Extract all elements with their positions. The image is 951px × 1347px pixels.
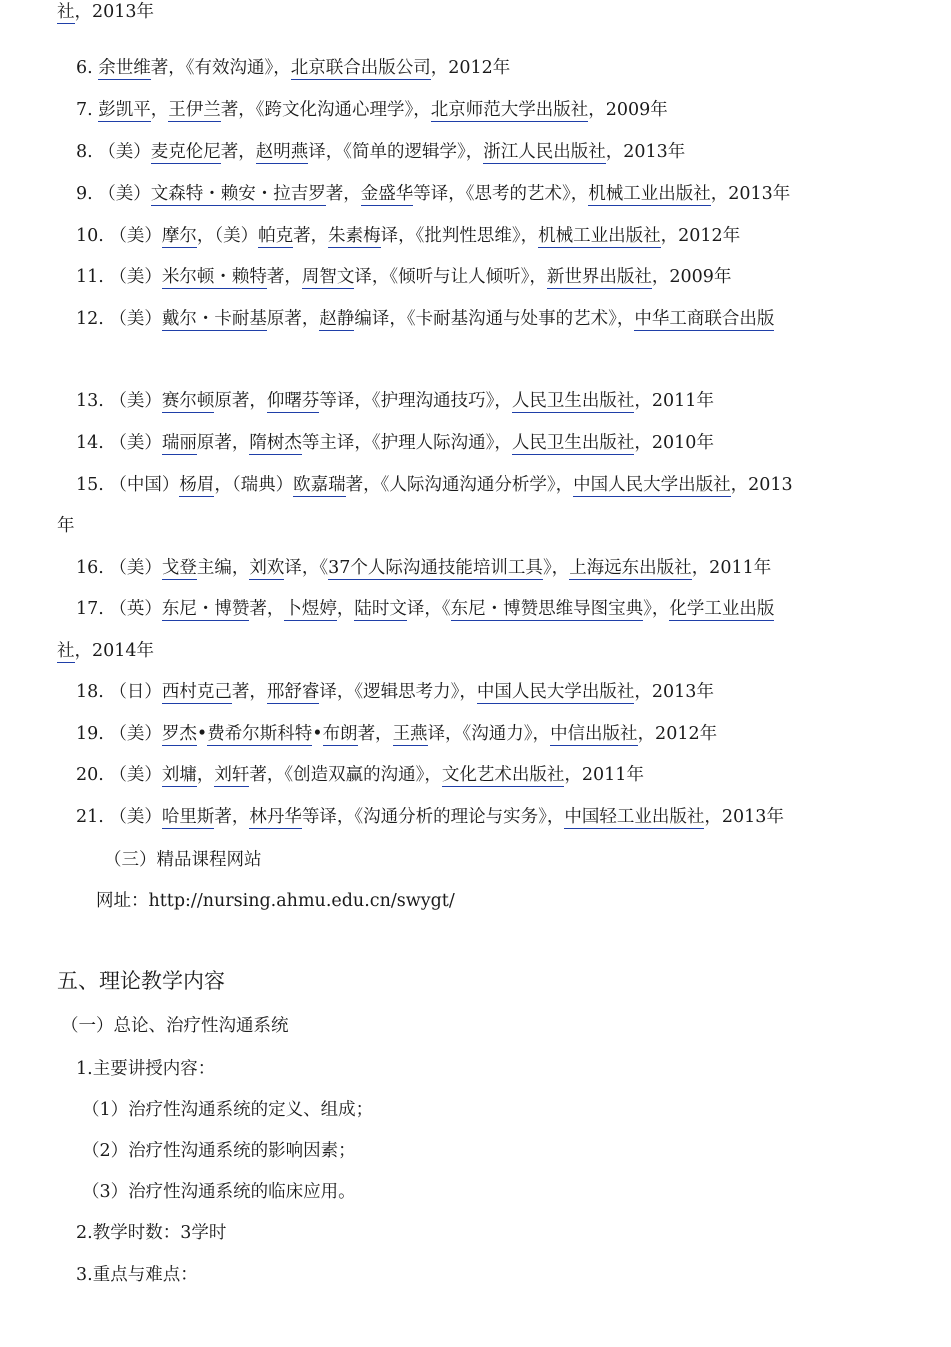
reference-text: 译，《: [284, 558, 329, 578]
subsection-1-title: （一）总论、治疗性沟通系统: [61, 1016, 289, 1036]
reference-link[interactable]: 东尼・博赞: [161, 599, 250, 619]
reference-text: 等译，《沟通分析的理论与实务》，: [301, 807, 565, 827]
reference-text: ，2013: [730, 475, 793, 495]
reference-link[interactable]: 朱素梅: [328, 226, 381, 246]
reference-item: [76, 722, 717, 746]
reference-link[interactable]: 金盛华: [360, 184, 414, 204]
reference-text: （美）: [98, 184, 151, 204]
reference-text: 著，: [231, 682, 267, 702]
reference-text: 编译，《卡耐基沟通与处事的艺术》，: [354, 309, 635, 329]
reference-item: [76, 805, 784, 829]
reference-text: （美）: [109, 724, 162, 744]
reference-text: （美）: [98, 142, 151, 162]
reference-text: （美）: [109, 391, 162, 411]
reference-text: 》，: [542, 558, 570, 578]
reference-link[interactable]: 人民卫生出版社: [511, 433, 635, 453]
reference-text: （美）: [109, 267, 162, 287]
reference-text: 著，《跨文化沟通心理学》，: [220, 100, 431, 120]
reference-link[interactable]: 卜煜婷: [284, 599, 337, 619]
reference-number: 18.: [76, 682, 110, 702]
reference-link[interactable]: 中国人民大学出版社: [476, 682, 635, 702]
reference-link[interactable]: 中国人民大学出版社: [573, 475, 731, 495]
reference-number: 9.: [76, 184, 99, 204]
reference-link[interactable]: 文森特・赖安・拉吉罗: [150, 184, 326, 204]
reference-number: 17.: [76, 599, 110, 619]
reference-link[interactable]: 周智文: [301, 267, 355, 287]
reference-number: 6.: [76, 58, 99, 78]
reference-number: 14.: [76, 433, 110, 453]
reference-item: [76, 182, 790, 206]
reference-text: 原著，: [266, 309, 320, 329]
reference-text: 等主译，《护理人际沟通》，: [301, 433, 512, 453]
reference-text: （英）: [109, 599, 162, 619]
reference-item: [76, 98, 668, 122]
reference-text: 著，: [357, 724, 393, 744]
reference-text: •: [312, 724, 323, 744]
reference-item: [76, 680, 714, 704]
reference-item: [76, 556, 771, 580]
reference-number: 20.: [76, 765, 110, 785]
reference-text: （美）: [109, 433, 162, 453]
reference-link[interactable]: 瑞丽: [161, 433, 197, 453]
reference-text: （美）: [109, 226, 162, 246]
reference-link[interactable]: 彭凯平: [98, 100, 151, 120]
reference-number: 13.: [76, 391, 110, 411]
reference-text: ，2012年: [430, 58, 511, 78]
reference-text: 》，: [643, 599, 670, 619]
reference-number: 11.: [76, 267, 110, 287]
reference-link[interactable]: 东尼・博赞思维导图宝典: [450, 599, 644, 619]
reference-text: 著，: [325, 184, 361, 204]
reference-text: 译，《倾听与让人倾听》，: [354, 267, 547, 287]
reference-text: ，: [196, 765, 215, 785]
point-1: （1）治疗性沟通系统的定义、组成；: [82, 1100, 374, 1120]
reference-text: （中国）: [109, 475, 180, 495]
reference-number: 19.: [76, 724, 110, 744]
section-3-title: （三）精品课程网站: [104, 850, 262, 870]
reference-text: 等译，《护理沟通技巧》，: [319, 391, 512, 411]
reference-number: 7.: [76, 100, 99, 120]
reference-text: 译，《: [406, 599, 451, 619]
reference-link[interactable]: 陆时文: [354, 599, 407, 619]
reference-link[interactable]: 米尔顿・赖特: [161, 267, 267, 287]
reference-item: [76, 597, 774, 621]
reference-text: ，2009年: [588, 100, 668, 120]
reference-link[interactable]: 中华工商联合出版: [634, 309, 775, 329]
reference-link[interactable]: 王伊兰: [168, 100, 221, 120]
reference-link[interactable]: 摩尔: [161, 226, 197, 246]
reference-text: 著，: [293, 226, 329, 246]
reference-text: 著，《人际沟通沟通分析学》，: [345, 475, 574, 495]
reference-text: ，2013年: [74, 2, 155, 22]
reference-link[interactable]: 机械工业出版社: [588, 184, 711, 204]
reference-text: ，: [336, 599, 355, 619]
reference-item: [76, 763, 644, 787]
reference-text: 著，: [214, 807, 250, 827]
reference-link[interactable]: 布朗: [322, 724, 358, 744]
reference-item: [76, 307, 774, 331]
reference-item-continuation: [57, 514, 75, 538]
reference-text: ，2011年: [564, 765, 644, 785]
reference-link[interactable]: 西村克己: [161, 682, 232, 702]
reference-text: 著，: [220, 142, 256, 162]
reference-text: ，2012年: [637, 724, 718, 744]
reference-item-continuation: [57, 0, 154, 24]
reference-text: 译，《简单的逻辑学》，: [308, 142, 484, 162]
reference-link[interactable]: 刘轩: [214, 765, 250, 785]
reference-text: （日）: [109, 682, 162, 702]
reference-link[interactable]: 赛尔顿: [161, 391, 215, 411]
reference-link[interactable]: 社: [57, 2, 75, 22]
reference-text: 主编，: [196, 558, 250, 578]
reference-link[interactable]: 帕克: [258, 226, 294, 246]
reference-text: （美）: [109, 558, 162, 578]
reference-link[interactable]: 刘墉: [161, 765, 197, 785]
reference-number: 10.: [76, 226, 110, 246]
key-difficulties-label: 3.重点与难点：: [76, 1265, 198, 1285]
reference-link[interactable]: 哈里斯: [161, 807, 215, 827]
reference-text: ，（美）: [196, 226, 259, 246]
reference-text: 原著，: [196, 433, 250, 453]
reference-item-continuation: [57, 639, 154, 663]
reference-number: 8.: [76, 142, 99, 162]
reference-link[interactable]: 戴尔・卡耐基: [161, 309, 267, 329]
reference-item: [76, 140, 685, 164]
reference-link[interactable]: 隋树杰: [249, 433, 302, 453]
reference-text: （美）: [109, 765, 162, 785]
reference-text: ，（瑞典）: [214, 475, 294, 495]
reference-text: 年: [57, 516, 75, 536]
reference-link[interactable]: 赵静: [319, 309, 355, 329]
point-3: （3）治疗性沟通系统的临床应用。: [82, 1182, 356, 1202]
website-url[interactable]: 网址：http://nursing.ahmu.edu.cn/swygt/: [96, 891, 455, 911]
reference-text: ，: [150, 100, 169, 120]
reference-text: ，2012年: [660, 226, 741, 246]
reference-text: （美）: [109, 807, 162, 827]
reference-text: 著，: [266, 267, 302, 287]
reference-text: ，2011年: [634, 391, 714, 411]
reference-link[interactable]: 罗杰: [161, 724, 197, 744]
reference-text: 著，: [249, 599, 285, 619]
reference-item: [76, 56, 510, 80]
reference-text: 译，《沟通力》，: [427, 724, 551, 744]
reference-link[interactable]: 林丹华: [249, 807, 302, 827]
reference-text: 等译，《思考的艺术》，: [413, 184, 589, 204]
reference-link[interactable]: 赵明燕: [255, 142, 309, 162]
reference-text: ，2010年: [634, 433, 714, 453]
reference-item: [76, 389, 714, 413]
reference-link[interactable]: 麦克伦尼: [150, 142, 221, 162]
reference-text: 译，《逻辑思考力》，: [319, 682, 477, 702]
reference-link[interactable]: 欧嘉瑞: [293, 475, 346, 495]
reference-link[interactable]: 刘欢: [249, 558, 285, 578]
reference-item: [76, 224, 740, 248]
reference-text: ，2009年: [651, 267, 732, 287]
reference-text: 原著，: [214, 391, 267, 411]
reference-link[interactable]: 中信出版社: [550, 724, 638, 744]
point-2: （2）治疗性沟通系统的影响因素；: [82, 1141, 356, 1161]
reference-link[interactable]: 余世维: [98, 58, 151, 78]
reference-text: ，2013年: [634, 682, 714, 702]
reference-number: 16.: [76, 558, 110, 578]
reference-number: 15.: [76, 475, 110, 495]
reference-text: ，2011年: [691, 558, 772, 578]
reference-text: ，2013年: [605, 142, 686, 162]
reference-item: [76, 473, 793, 497]
reference-text: ，2013年: [704, 807, 784, 827]
reference-link[interactable]: 上海远东出版社: [569, 558, 692, 578]
reference-link[interactable]: 戈登: [161, 558, 197, 578]
reference-item: [76, 431, 714, 455]
reference-link[interactable]: 浙江人民出版社: [483, 142, 606, 162]
reference-link[interactable]: 邢舒睿: [266, 682, 320, 702]
reference-link[interactable]: 人民卫生出版社: [511, 391, 635, 411]
reference-text: ，2013年: [710, 184, 791, 204]
reference-link[interactable]: 化学工业出版: [669, 599, 775, 619]
reference-link[interactable]: 北京师范大学出版社: [430, 100, 589, 120]
reference-link[interactable]: 费希尔斯科特: [207, 724, 313, 744]
teaching-content-label: 1.主要讲授内容：: [76, 1059, 216, 1079]
reference-link[interactable]: 37个人际沟通技能培训工具: [328, 558, 543, 578]
teaching-hours: 2.教学时数：3学时: [76, 1223, 227, 1243]
reference-link[interactable]: 文化艺术出版社: [441, 765, 565, 785]
reference-text: •: [196, 724, 208, 744]
section-5-title: 五、理论教学内容: [57, 969, 225, 993]
reference-text: （美）: [109, 309, 162, 329]
reference-link[interactable]: 仰曙芬: [266, 391, 320, 411]
reference-link[interactable]: 社: [57, 641, 75, 661]
reference-text: 著，《有效沟通》，: [150, 58, 291, 78]
reference-number: 21.: [76, 807, 110, 827]
reference-link[interactable]: 王燕: [392, 724, 428, 744]
reference-link[interactable]: 杨眉: [179, 475, 215, 495]
reference-text: ，2014年: [74, 641, 155, 661]
reference-link[interactable]: 中国轻工业出版社: [564, 807, 705, 827]
reference-item: [76, 265, 731, 289]
reference-text: 著，《创造双赢的沟通》，: [249, 765, 442, 785]
reference-link[interactable]: 北京联合出版公司: [290, 58, 431, 78]
reference-link[interactable]: 机械工业出版社: [538, 226, 661, 246]
reference-number: 12.: [76, 309, 110, 329]
reference-link[interactable]: 新世界出版社: [546, 267, 652, 287]
reference-text: 译，《批判性思维》，: [380, 226, 539, 246]
